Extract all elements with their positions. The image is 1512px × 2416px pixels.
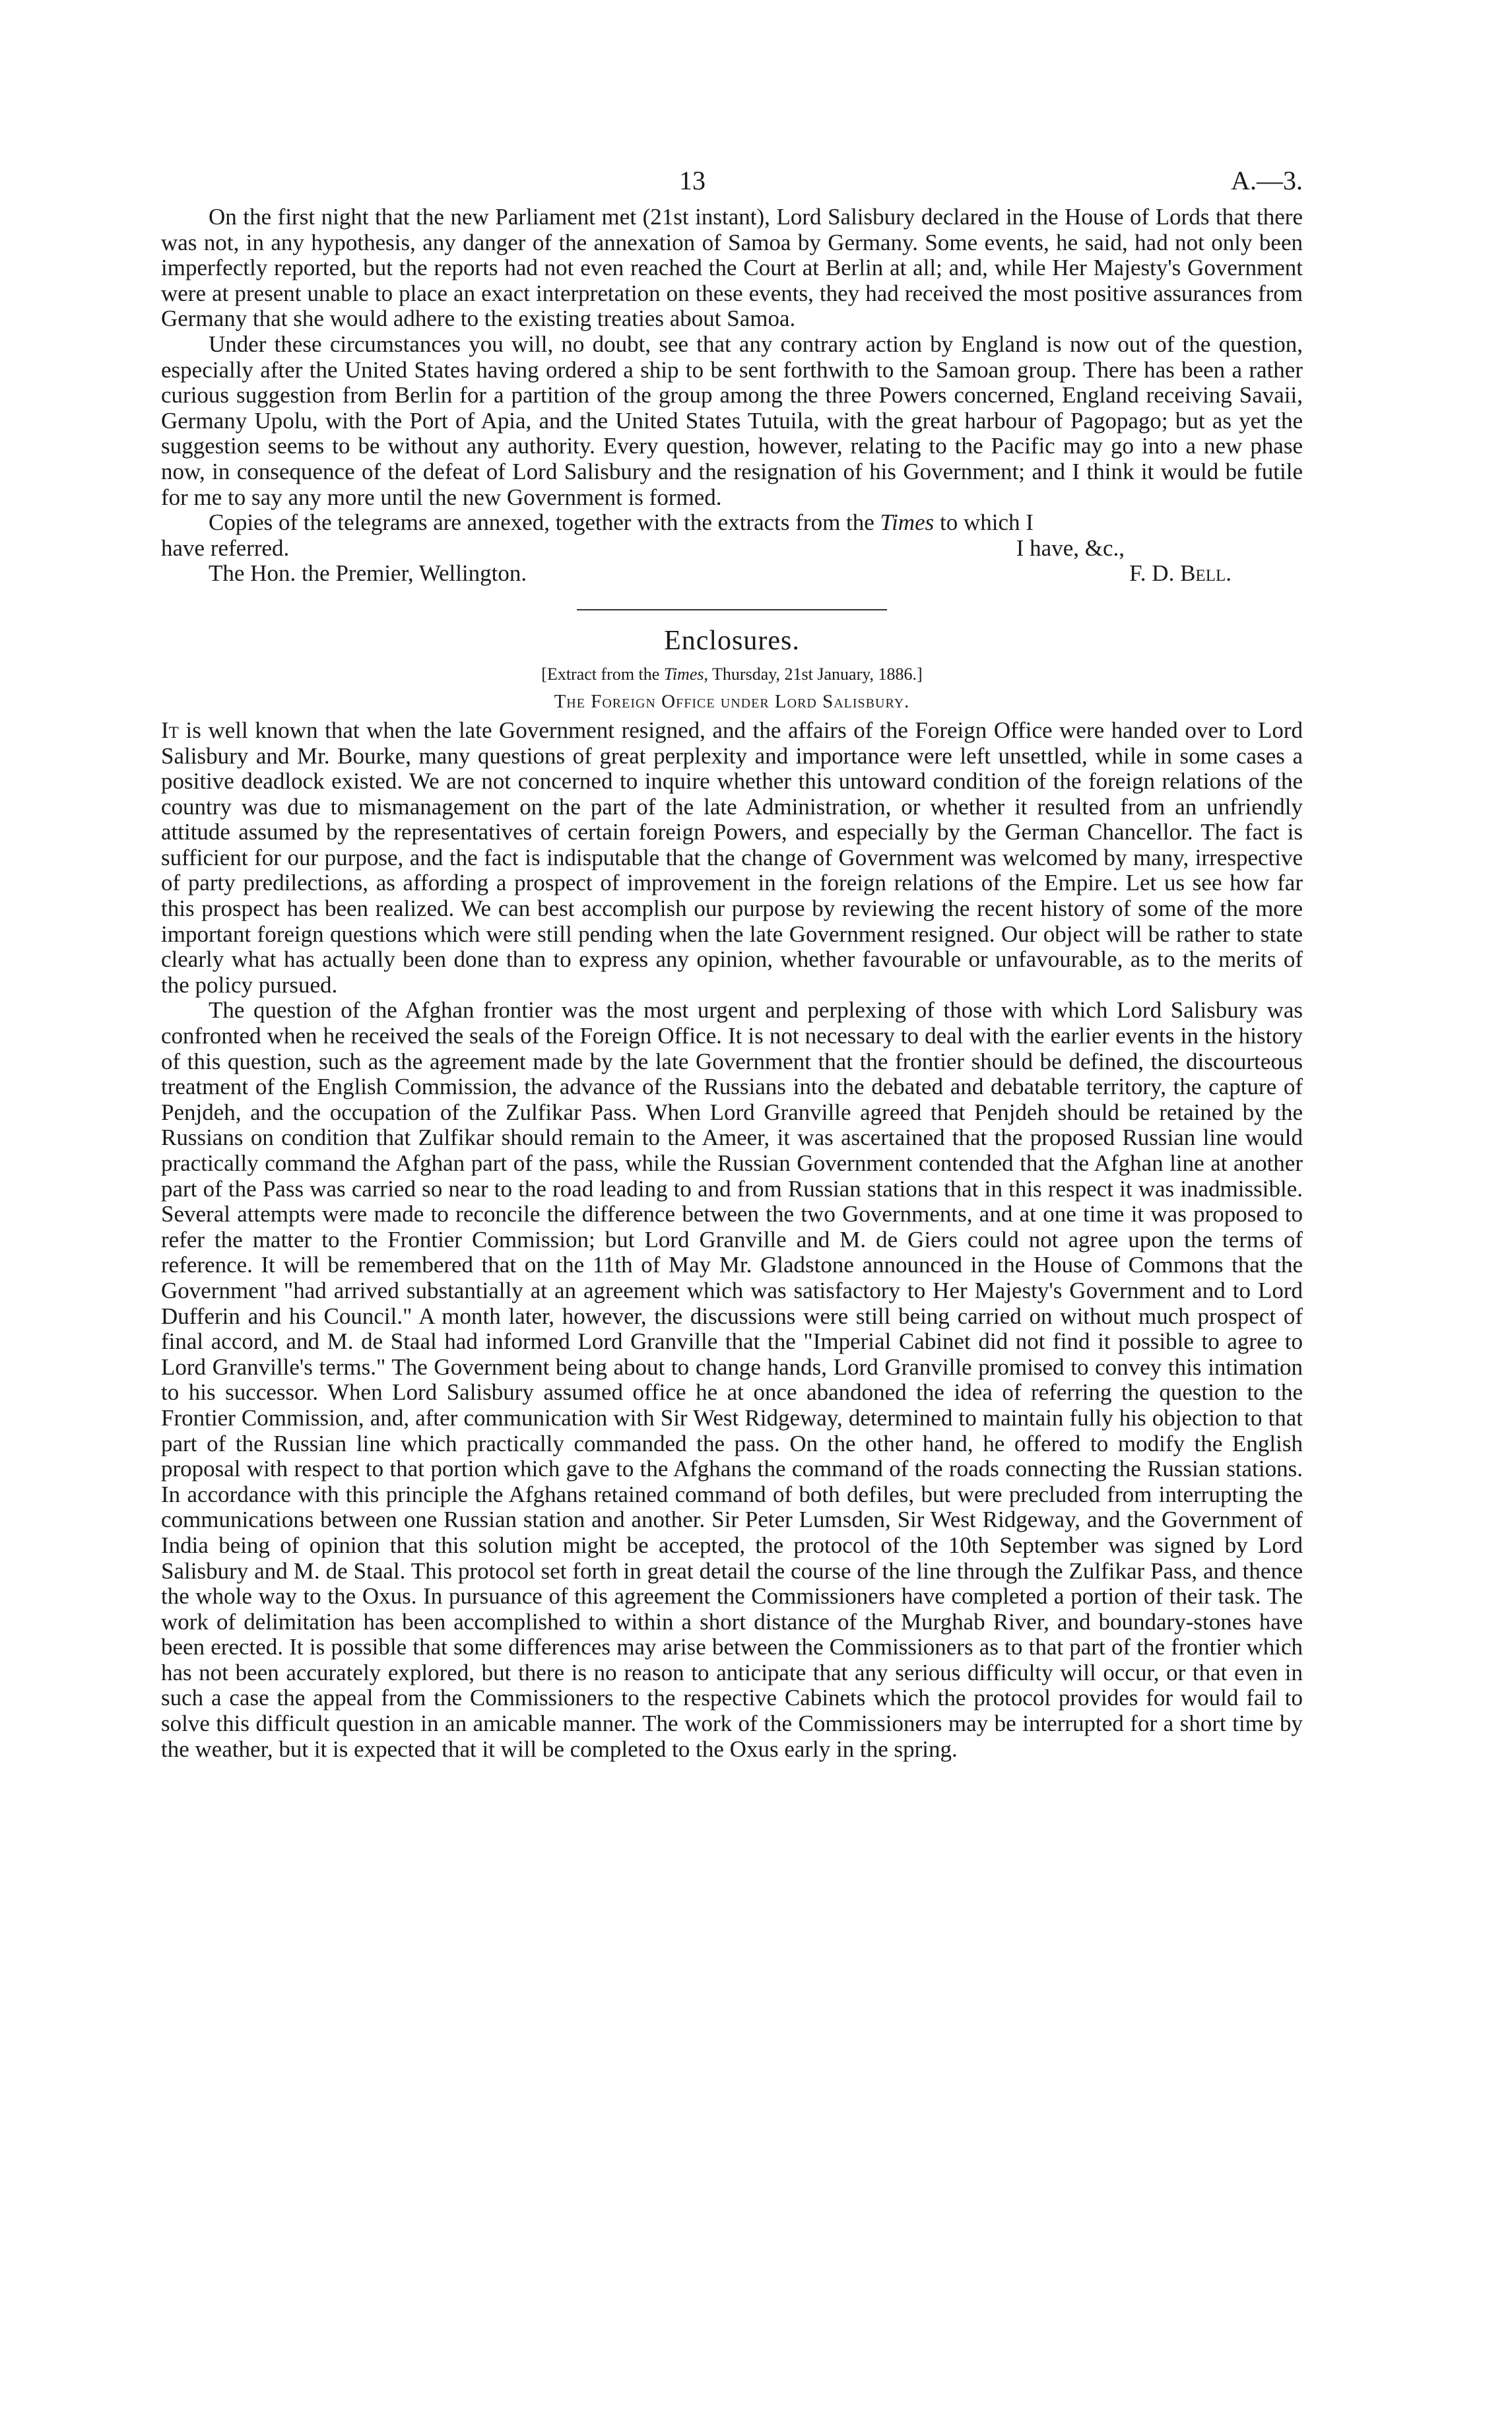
article-title: The Foreign Office under Lord Salisbury.	[554, 690, 910, 712]
article-body	[161, 718, 1303, 1762]
copies-paragraph	[161, 510, 1303, 536]
copies-text-line2: have referred.	[161, 535, 290, 561]
signature: F. D. Bell.	[1129, 560, 1232, 587]
letter-paragraph: Under these circumstances you will, no doubt, see that any contrary action by England is now out of the question, especially after the United States having ordered a ship to be sent forthwith to the Samoan group. There has been a rather curious suggestion from Berlin for a partition of the group among the three Powers concerned, England receiving Savaii, Germany Upolu, with the Port of Apia, and the United States Tutuila, with the great harbour of Pagopago; but as yet the suggestion seems to be without any authority. Every question, however, relating to the Pacific may go into a new phase now, in consequence of the defeat of Lord Salisbury and the resignation of his Government; and I think it would be futile for me to say any more until the new Government is formed.	[161, 331, 1303, 510]
letter-closing: I have, &c.,	[1016, 535, 1125, 561]
signature-row	[161, 561, 1303, 587]
enclosures-heading: Enclosures.	[664, 625, 800, 656]
article-paragraph: The question of the Afghan frontier was the most urgent and perplexing of those with which Lord Salisbury was confronted when he received the seals of the Foreign Office. It is not necessary to deal with the earlier events in the history of this question, such as the agreement made by the late Government that the frontier should be defined, the discourteous treatment of the English Commission, the advance of the Russians into the debated and debatable territory, the capture of Penjdeh, and the occupation of the Zulfikar Pass. When Lord Granville agreed that Penjdeh should be retained by the Russians on condition that Zulfikar should remain to the Ameer, it was ascertained that the proposed Russian line would practically command the Afghan part of the pass, while the Russian Government contended that the Afghan line at another part of the Pass was carried so near to the road leading to and from Russian stations that in this respect it was inadmissible. Several attempts were made to reconcile the difference between the two Governments, and at one time it was proposed to refer the matter to the Frontier Commission; but Lord Granville and M. de Giers could not agree upon the terms of reference. It will be remembered that on the 11th of May Mr. Gladstone announced in the House of Commons that the Government "had arrived substantially at an agreement which was satisfactory to Her Majesty's Government and to Lord Dufferin and his Council." A month later, however, the discussions were still being carried on without much prospect of final accord, and M. de Staal had informed Lord Granville that the "Imperial Cabinet did not find it possible to agree to Lord Granville's terms." The Government being about to change hands, Lord Granville promised to convey this intimation to his successor. When Lord Salisbury assumed office he at once abandoned the idea of referring the question to the Frontier Commission, and, after communication with Sir West Ridgeway, determined to maintain fully his objection to that part of the Russian line which practically commanded the pass. On the other hand, he offered to modify the English proposal with respect to that portion which gave to the Afghans the command of the roads connecting the Russian stations. In accordance with this principle the Afghans retained command of both defiles, but were precluded from interrupting the communications between one Russian station and another. Sir Peter Lumsden, Sir West Ridgeway, and the Government of India being of opinion that this solution might be accepted, the protocol of the 10th September was signed by Lord Salisbury and M. de Staal. This protocol set forth in great detail the course of the line through the Zulfikar Pass, and thence the whole way to the Oxus. In pursuance of this agreement the Commissioners have completed a portion of their task. The work of delimitation has been accomplished to within a short distance of the Murghab River, and boundary-stones have been erected. It is possible that some differences may arise between the Commissioners as to that part of the frontier which has not been accurately explored, but there is no reason to anticipate that any serious difficulty will occur, or that even in such a case the appeal from the Commissioners to the respective Cabinets which the protocol provides for would fail to solve this difficult question in an amicable manner. The work of the Commissioners may be interrupted for a short time by the weather, but it is expected that it will be completed to the Oxus early in the spring.	[161, 997, 1303, 1762]
article-paragraph	[161, 718, 1303, 998]
copies-text: Copies of the telegrams are annexed, together with the extracts from the	[209, 509, 874, 536]
sessional-paper-reference: A.—3.	[1231, 166, 1303, 195]
section-divider	[577, 609, 887, 610]
page-header	[161, 165, 1303, 205]
extract-times-italic: Times	[663, 664, 704, 684]
closing-row	[161, 536, 1303, 562]
extract-source-note	[161, 665, 1303, 684]
addressee: The Hon. the Premier, Wellington.	[209, 560, 527, 587]
extract-note-start: [Extract from the	[541, 664, 660, 684]
times-italic: Times	[880, 509, 935, 536]
letter-body	[161, 205, 1303, 536]
page-number: 13	[679, 166, 706, 195]
document-page	[161, 165, 1303, 1762]
article-first-word: It	[161, 717, 179, 743]
copies-text-end: to which I	[940, 509, 1034, 536]
letter-paragraph: On the first night that the new Parliament met (21st instant), Lord Salisbury declared in the House of Lords that there was not, in any hypothesis, any danger of the annexation of Samoa by Germany. Some events, he said, had not only been imperfectly reported, but the reports had not even reached the Court at Berlin at all; and, while Her Majesty's Government were at present unable to place an exact interpretation on these events, they had received the most positive assurances from Germany that she would adhere to the existing treaties about Samoa.	[161, 204, 1303, 332]
article-paragraph-text: is well known that when the late Government resigned, and the affairs of the Foreign Office were handed over to Lord Salisbury and Mr. Bourke, many questions of great perplexity and importance were left unsettled, while in some cases a positive deadlock existed. We are not concerned to inquire whether this untoward condition of the foreign relations of the country was due to mismanagement on the part of the late Administration, or whether it resulted from an unfriendly attitude assumed by the representatives of certain foreign Powers, and especially by the German Chancellor. The fact is sufficient for our purpose, and the fact is indisputable that the change of Government was welcomed by many, irrespective of party predilections, as affording a prospect of improvement in the foreign relations of the Empire. Let us see how far this prospect has been realized. We can best accomplish our purpose by reviewing the recent history of some of the more important foreign questions which were still pending when the late Government resigned. Our object will be rather to state clearly what has actually been done than to express any opinion, whether favourable or unfavourable, as to the merits of the policy pursued.	[161, 717, 1303, 998]
extract-note-end: , Thursday, 21st January, 1886.]	[704, 664, 923, 684]
